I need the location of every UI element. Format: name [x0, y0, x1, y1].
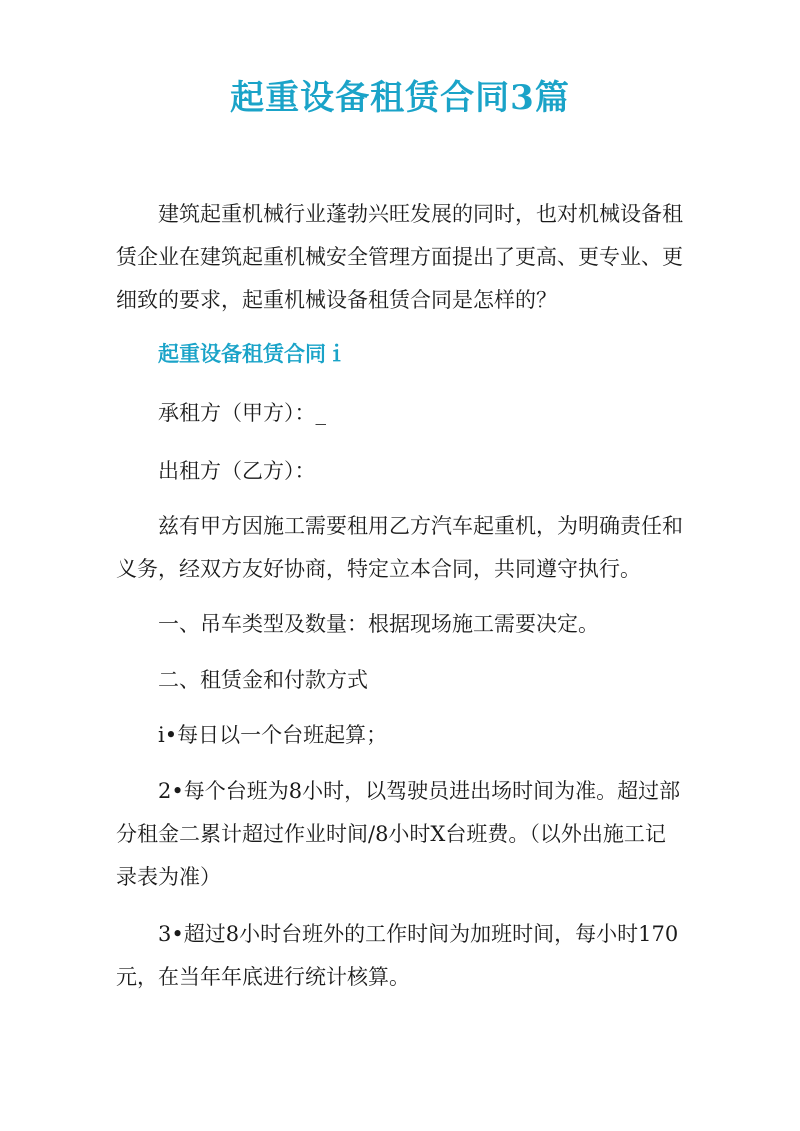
- item-3: 3•超过8小时台班外的工作时间为加班时间，每小时170元，在当年年底进行统计核算。: [116, 922, 679, 989]
- intro-paragraph: 建筑起重机械行业蓬勃兴旺发展的同时，也对机械设备租赁企业在建筑起重机械安全管理方面提出了更高、更专业、更细致的要求，起重机械设备租赁合同是怎样的？: [116, 202, 683, 312]
- lessor-line: 出租方（乙方）：: [158, 459, 316, 483]
- lessee-line: 承租方（甲方）：_: [158, 401, 326, 425]
- preamble-paragraph: 兹有甲方因施工需要租用乙方汽车起重机，为明确责任和义务，经双方友好协商，特定立本合同，共同遵守执行。: [116, 514, 683, 581]
- clause-1: 一、吊车类型及数量：根据现场施工需要决定。: [158, 612, 599, 636]
- item-2: 2•每个台班为8小时，以驾驶员进出场时间为准。超过部分租金二累计超过作业时间/8小时X台班费。（以外出施工记录表为准）: [116, 779, 681, 889]
- clause-2: 二、租赁金和付款方式: [158, 668, 368, 692]
- item-1: i•每日以一个台班起算；: [158, 723, 388, 747]
- document-title: 起重设备租赁合同3篇: [230, 78, 570, 118]
- section-heading: 起重设备租赁合同ｉ: [158, 341, 347, 366]
